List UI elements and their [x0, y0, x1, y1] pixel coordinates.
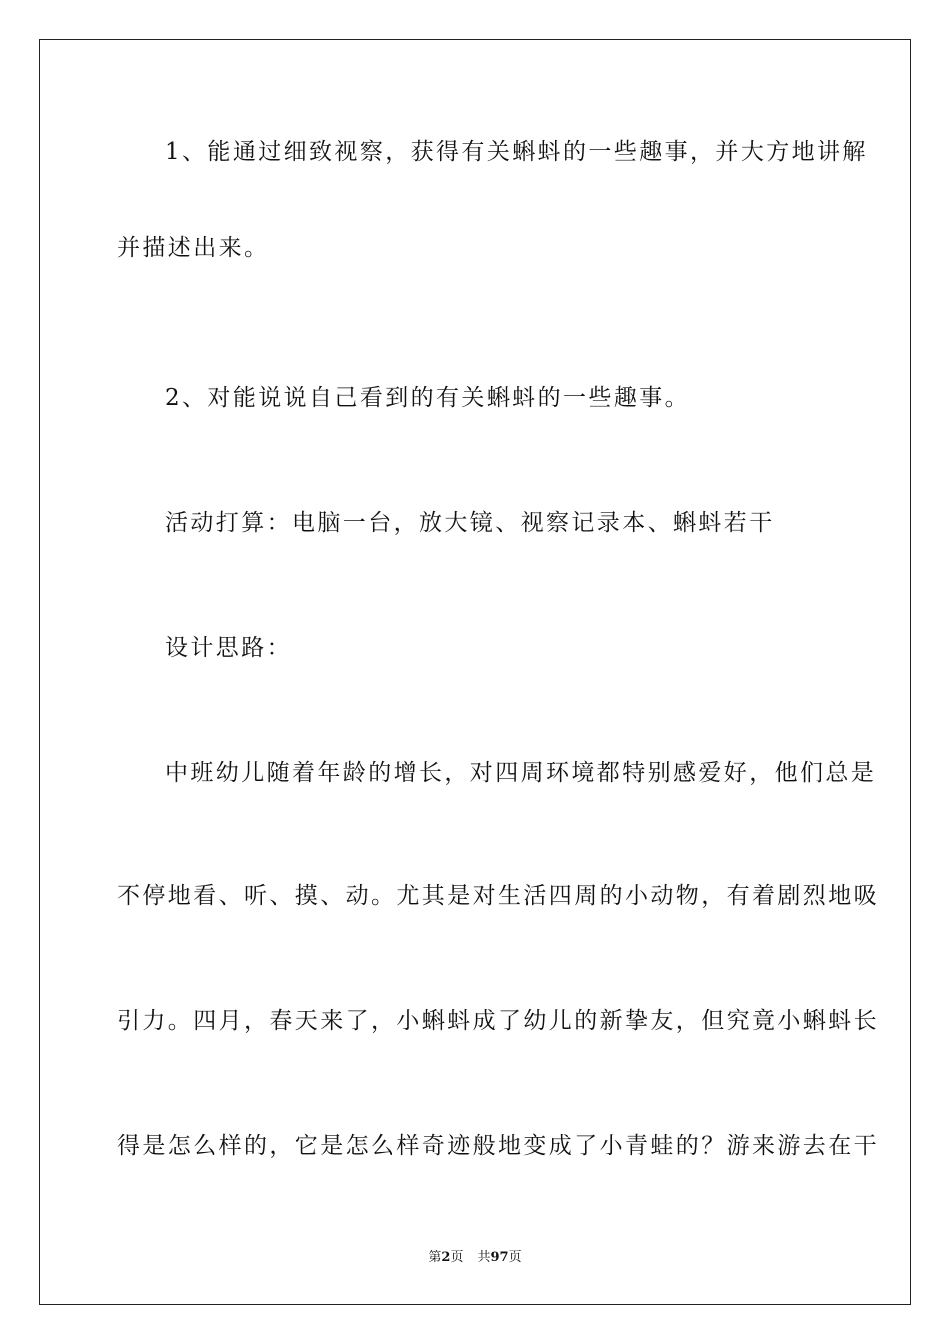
activity-preparation: 活动打算：电脑一台，放大镜、视察记录本、蝌蚪若干 [165, 510, 775, 536]
objective-1-line-2: 并描述出来。 [117, 235, 270, 261]
design-paragraph-line-2: 不停地看、听、摸、动。尤其是对生活四周的小动物，有着剧烈地吸 [117, 883, 879, 909]
page-prefix: 第 [428, 1250, 442, 1265]
total-suffix: 页 [508, 1250, 522, 1265]
objective-2: 2、对能说说自己看到的有关蝌蚪的一些趣事。 [165, 385, 691, 411]
design-paragraph-line-4: 得是怎么样的，它是怎么样奇迹般地变成了小青蛙的？游来游去在干 [117, 1133, 879, 1159]
page-suffix: 页 [450, 1250, 464, 1265]
page-number: 2 [441, 1250, 451, 1265]
total-prefix: 共 [477, 1250, 491, 1265]
page-footer [0, 1246, 950, 1265]
design-paragraph-line-3: 引力。四月，春天来了，小蝌蚪成了幼儿的新挚友，但究竟小蝌蚪长 [117, 1008, 879, 1034]
page-border [39, 39, 911, 1305]
objective-1-line-1: 1、能通过细致视察，获得有关蝌蚪的一些趣事，并大方地讲解 [165, 139, 868, 165]
total-pages: 97 [490, 1250, 509, 1265]
design-idea-heading: 设计思路： [165, 635, 292, 661]
design-paragraph-line-1: 中班幼儿随着年龄的增长，对四周环境都特别感爱好，他们总是 [165, 760, 877, 786]
